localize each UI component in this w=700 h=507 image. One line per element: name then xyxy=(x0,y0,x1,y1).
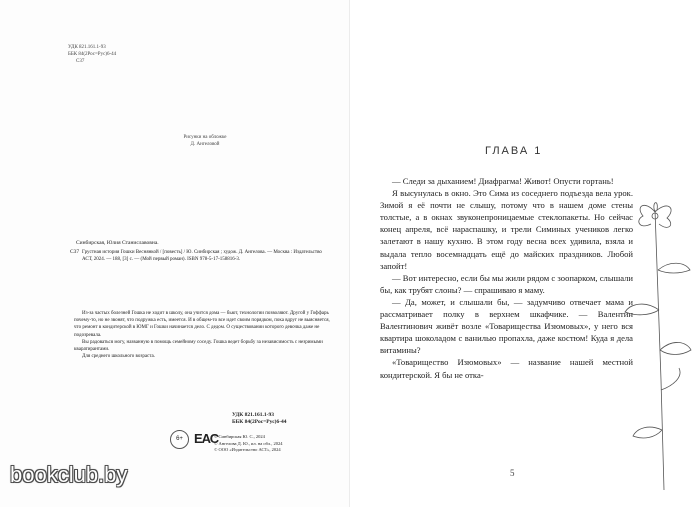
copyright-line: © Ангелова Д. Ю., ил. на обл., 2024 xyxy=(214,440,283,446)
illustrator-name: Д. Ангеловой xyxy=(190,142,220,147)
chapter-title: ГЛАВА 1 xyxy=(485,145,543,157)
udk-block-bottom xyxy=(232,412,287,426)
annotation xyxy=(74,310,332,360)
chapter-text xyxy=(380,175,633,381)
paragraph: — Да, может, и слышали бы, — задумчиво отвечает мама и рассматривает полку в верхнем шкафчике. — Валентин Валентинович живёт возле «Товарищества Изюмовых», у него вся квартира шоколадом с ванилью пропахла, даже костюм! Куда я дела витамины? xyxy=(380,296,633,356)
annotation-paragraph: Из-за частых болезней Гошка не ходит в школу, она учится дома — бьют, технологии позволяют. Другой у Гоффарь почему-то, но не звонят, что подружка есть, имеется. И в общем-то все идет своим порядком, пока вдруг не выясняется, что ремонт в кондитерской в ЮМГ и Гошки начинается дело. С дедом. О существовании которого девочка даже не подозревала. xyxy=(74,311,330,338)
paragraph: Я высунулась в окно. Это Сима из соседнего подъезда вела урок. Зимой я её почти не слышу, потому что в нашем доме стены толстые, а в окнах звуконепроницаемые стеклопакеты. Но сейчас конец апреля, всё нараспашку, и трели Симиных учеников легко залетают в нашу кухню. В этом году весна всех удивила, взяла и выдала тепло восемнадцать ещё до майских праздников. Любой запойт! xyxy=(380,188,633,271)
catalog-mark: С37 xyxy=(70,249,80,255)
catalog-description: Грустная история Гошки Веснянкой / [повесть] / Ю. Синбирская ; худож. Д. Ангелова. — Москва : Издательство АСТ, 2024. — 188, [3] с. — (Мой первый роман). ISBN 978-5-17-158816-3. xyxy=(82,250,322,262)
flower-illustration xyxy=(615,200,695,490)
paragraph: «Товарищество Изюмовых» — название нашей местной кондитерской. Я бы не отка- xyxy=(380,357,633,380)
bbk-line: ББК 84(2Рос=Рус)6-44 xyxy=(68,52,117,57)
paragraph: — Вот интересно, если бы мы жили рядом с зоопарком, слышали бы, как трубят слоны? — спрашиваю я маму. xyxy=(380,272,633,295)
author-mark-line: С37 xyxy=(76,59,85,64)
illustrations-credit xyxy=(150,134,260,148)
copyright-line: © Синбирская Ю. С., 2024 xyxy=(214,434,265,439)
catalog-author: Синбирская, Юлия Станиславовна. xyxy=(76,240,159,246)
paragraph: — Следи за дыханием! Диафрагма! Живот! Опусти гортань! xyxy=(392,176,614,186)
copyright-line: © ООО «Издательство АСТ», 2024 xyxy=(214,447,281,452)
bbk-line-bottom: ББК 84(2Рос=Рус)6-44 xyxy=(232,419,287,425)
annotation-paragraph: Вы радоваться могу, названную в помощь семейному соседу. Гошка ведет борьбу за независимость с незримыми кваратирантами. xyxy=(74,339,323,353)
annotation-paragraph: Для среднего школьного возраста. xyxy=(82,354,155,360)
page-number: 5 xyxy=(510,468,515,478)
udk-line-bottom: УДК 821.161.1-93 xyxy=(232,412,274,418)
watermark-text: bookclub.by xyxy=(10,462,128,487)
eac-logo: ЕАС xyxy=(194,431,219,446)
copyright-block xyxy=(214,434,282,454)
udk-line: УДК 821.161.1-93 xyxy=(68,45,106,50)
udk-block xyxy=(68,44,116,65)
age-rating-badge: 6+ xyxy=(170,430,189,449)
illustrations-label: Рисунки на обложке xyxy=(183,135,227,140)
